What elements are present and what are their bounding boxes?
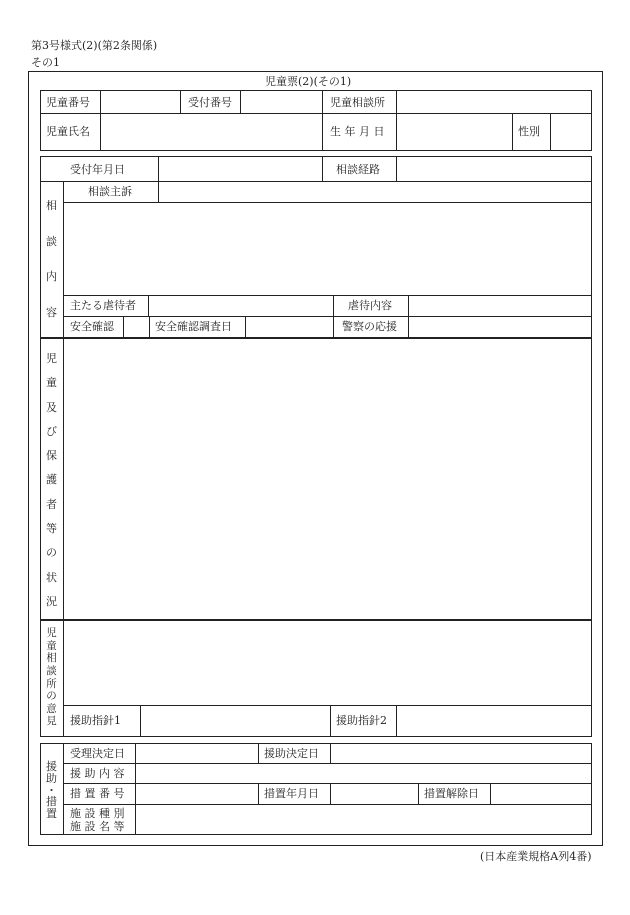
reception-date-field[interactable]: [159, 157, 321, 180]
main-abuser-label: 主たる虐待者: [70, 299, 136, 312]
birth-date-label: 生 年 月 日: [330, 125, 385, 138]
guideline2-field[interactable]: [397, 706, 591, 736]
form-title: 児童票(2)(その1): [265, 75, 352, 88]
main-complaint-label: 相談主訴: [88, 185, 132, 198]
safety-check-field[interactable]: [124, 317, 148, 336]
assist-date-label: 援助決定日: [264, 747, 319, 760]
measure-cancel-date-field[interactable]: [491, 784, 591, 803]
measure-date-field[interactable]: [331, 784, 417, 803]
main-complaint-field[interactable]: [159, 182, 591, 201]
reception-date-label: 受付年月日: [70, 163, 125, 176]
abuse-content-field[interactable]: [409, 296, 591, 315]
consultation-center-field[interactable]: [397, 91, 591, 112]
opinion-area[interactable]: [64, 622, 591, 704]
assist-date-field[interactable]: [331, 744, 591, 762]
acceptance-date-label: 受理決定日: [70, 747, 125, 760]
guideline2-label: 援助指針2: [336, 714, 387, 727]
measure-date-label: 措置年月日: [264, 787, 319, 800]
police-support-label: 警察の応援: [342, 320, 397, 333]
guideline1-field[interactable]: [141, 706, 329, 736]
safety-check-label: 安全確認: [70, 320, 114, 333]
consultation-content-label: 相 談 内 容: [46, 199, 57, 319]
abuse-content-label: 虐待内容: [348, 299, 392, 312]
child-name-label: 児童氏名: [46, 125, 90, 138]
police-support-field[interactable]: [409, 317, 591, 336]
child-number-field[interactable]: [101, 91, 179, 112]
route-label: 相談経路: [336, 163, 380, 176]
form-number: 第3号様式(2)(第2条関係): [31, 39, 158, 52]
safety-check-date-label: 安全確認調査日: [155, 320, 232, 333]
birth-date-field[interactable]: [397, 114, 511, 150]
child-number-label: 児童番号: [46, 96, 90, 109]
status-label: 児 童 及 び 保 護 者 等 の 状 況: [46, 352, 57, 608]
reception-number-label: 受付番号: [188, 96, 232, 109]
reception-number-field[interactable]: [241, 91, 321, 112]
facility-name-label: 施 設 名 等: [70, 820, 125, 833]
consultation-center-label: 児童相談所: [330, 96, 385, 109]
opinion-label: 児 童 相 談 所 の 意 見: [46, 627, 57, 728]
guideline1-label: 援助指針1: [70, 714, 121, 727]
acceptance-date-field[interactable]: [136, 744, 257, 762]
child-name-field[interactable]: [101, 114, 321, 150]
measure-number-label: 措 置 番 号: [70, 787, 125, 800]
status-area[interactable]: [64, 340, 591, 617]
consultation-content-area[interactable]: [64, 203, 591, 294]
measure-number-field[interactable]: [136, 784, 257, 803]
route-field[interactable]: [397, 157, 591, 180]
assist-content-label: 援 助 内 容: [70, 767, 125, 780]
gender-field[interactable]: [551, 114, 591, 150]
measure-cancel-date-label: 措置解除日: [424, 787, 479, 800]
facility-type-label: 施 設 種 別: [70, 807, 125, 820]
facility-field[interactable]: [136, 805, 591, 834]
gender-label: 性別: [518, 125, 540, 138]
footer-note: (日本産業規格A列4番): [480, 850, 592, 863]
assist-content-field[interactable]: [136, 764, 591, 782]
assistance-measure-label: 援 助 ・ 措 置: [46, 760, 57, 820]
safety-check-date-field[interactable]: [246, 317, 332, 336]
form-part: その1: [31, 56, 60, 69]
main-abuser-field[interactable]: [149, 296, 332, 315]
